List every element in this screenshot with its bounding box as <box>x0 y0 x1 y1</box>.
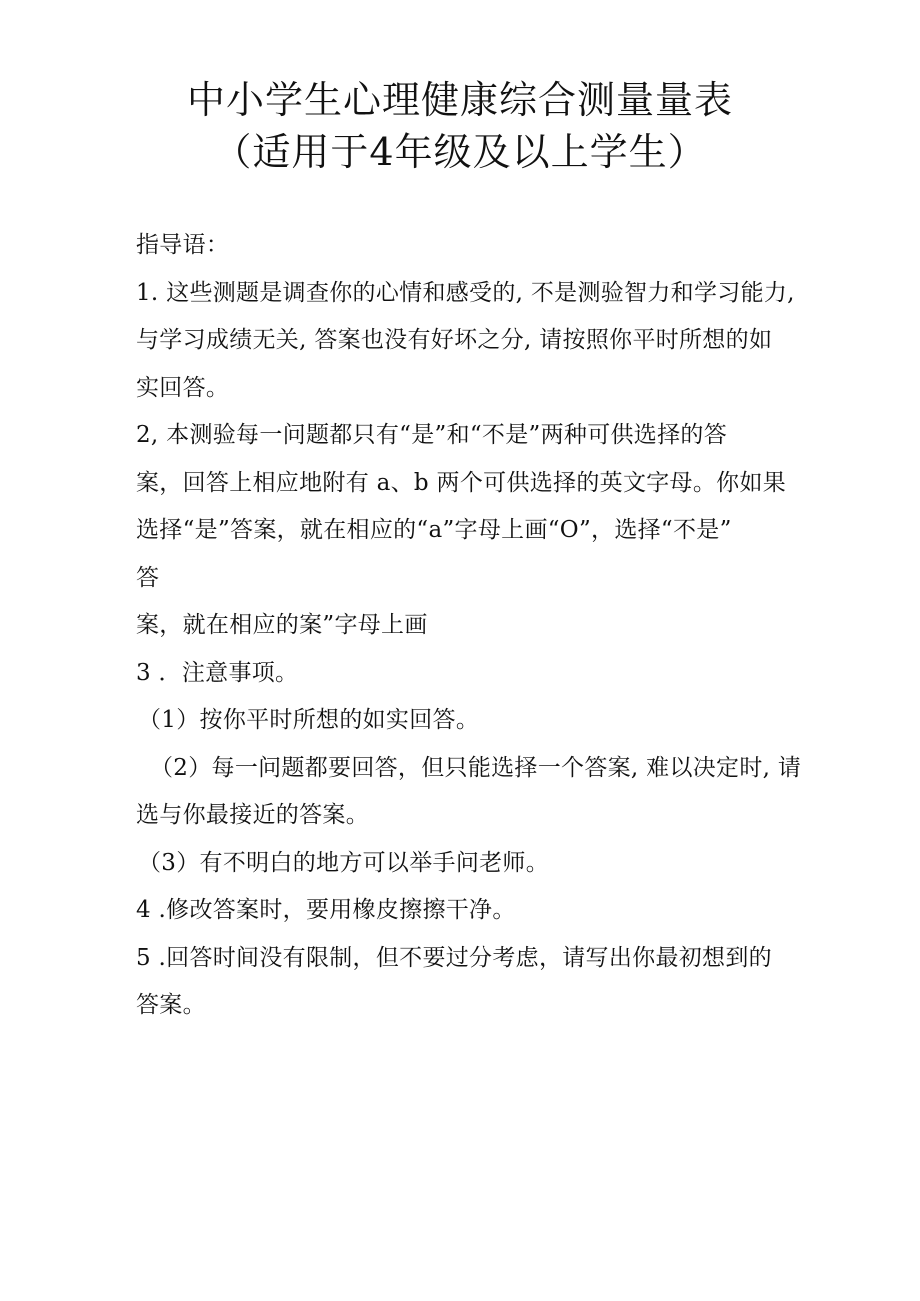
title-line-main: 中小学生心理健康综合测量量表 <box>186 78 733 122</box>
instruction-2-line-2: 案，回答上相应地附有 a、b 两个可供选择的英文字母。你如果 <box>136 469 787 496</box>
instruction-3-heading: 3 ．注意事项。 <box>136 659 299 686</box>
instruction-1-line-3: 实回答。 <box>136 374 230 401</box>
instruction-1-line-1: 1. 这些测题是调查你的心情和感受的, 不是测验智力和学习能力, <box>136 279 795 306</box>
document-title <box>0 74 920 178</box>
instruction-2-line-5: 案，就在相应的案”字母上画 <box>136 612 428 638</box>
instruction-4: 4 .修改答案时，要用橡皮擦擦干净。 <box>136 897 516 923</box>
instruction-2-line-3: 选择“是”答案，就在相应的“a”字母上画“O”，选择“不是” <box>136 517 732 543</box>
instruction-5-line-2: 答案。 <box>136 992 206 1018</box>
instruction-2-line-1: 2, 本测验每一问题都只有“是”和“不是”两种可供选择的答 <box>136 422 727 448</box>
instruction-2-line-4: 答 <box>136 564 160 591</box>
note-2-line-2: 选与你最接近的答案。 <box>136 802 369 828</box>
document-body <box>136 222 836 1030</box>
note-2-line-1: （2）每一问题都要回答，但只能选择一个答案, 难以决定时, 请 <box>150 754 802 781</box>
instructions-heading: 指导语： <box>136 232 230 258</box>
instruction-5-line-1: 5 .回答时间没有限制，但不要过分考虑，请写出你最初想到的 <box>136 944 772 971</box>
instruction-1-line-2: 与学习成绩无关, 答案也没有好坏之分, 请按照你平时所想的如 <box>136 327 773 353</box>
note-3: （3）有不明白的地方可以举手问老师。 <box>138 849 550 876</box>
title-line-subtitle: （适用于4年级及以上学生） <box>213 130 707 174</box>
note-1: （1）按你平时所想的如实回答。 <box>138 707 480 733</box>
